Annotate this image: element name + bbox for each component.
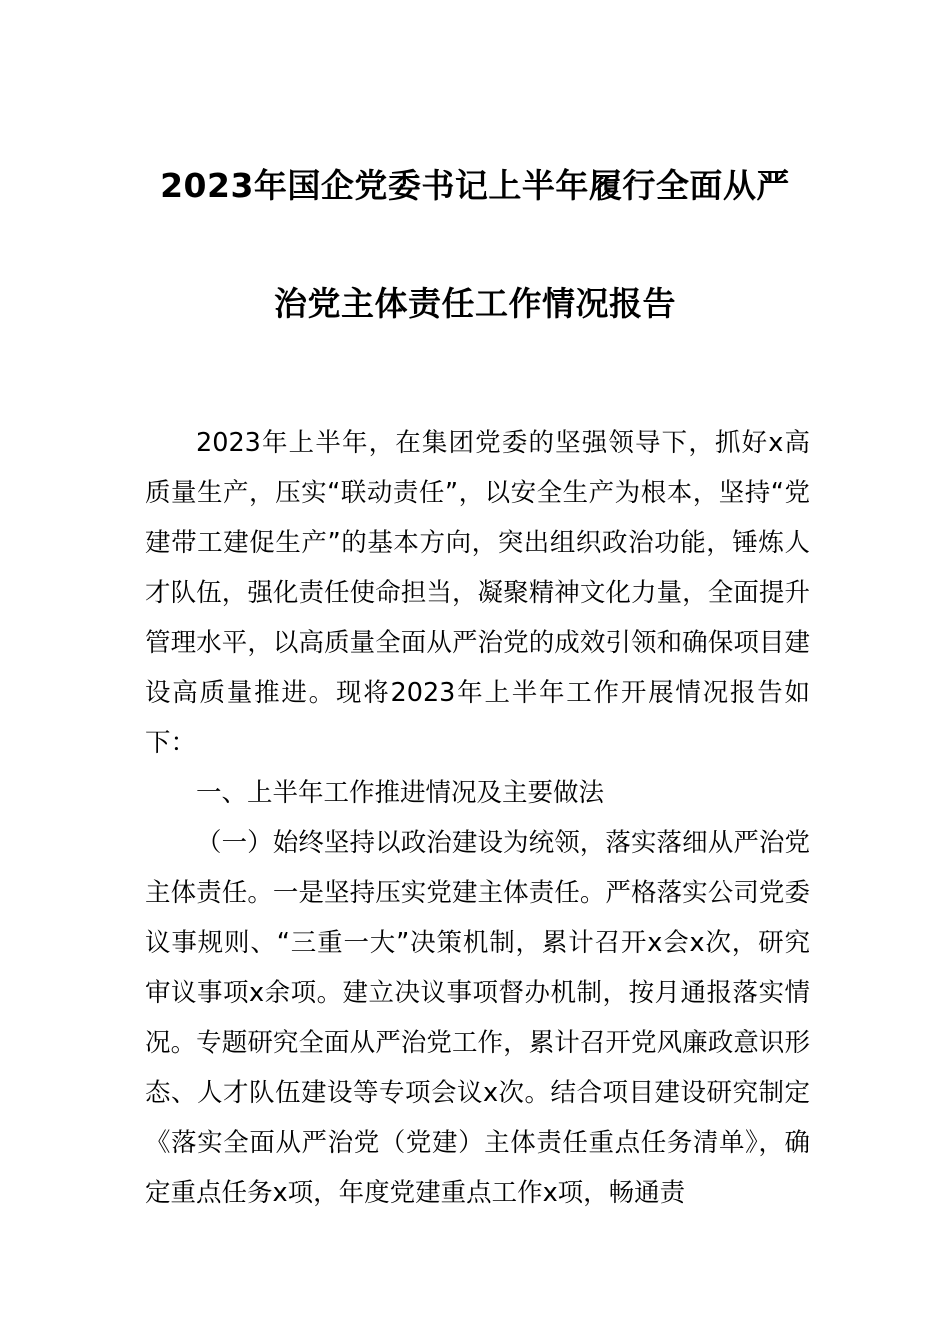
document-body: [145, 418, 810, 1218]
subsection-paragraph: （一）始终坚持以政治建设为统领，落实落细从严治党主体责任。一是坚持压实党建主体责任。严格落实公司党委议事规则、“三重一大”决策机制，累计召开x会x次，研究审议事项x余项。建立决议事项督办机制，按月通报落实情况。专题研究全面从严治党工作，累计召开党风廉政意识形态、人才队伍建设等专项会议x次。结合项目建设研究制定《落实全面从严治党（党建）主体责任重点任务清单》，确定重点任务x项，年度党建重点工作x项，畅通责: [145, 828, 810, 1208]
document-title-line-2: 治党主体责任工作情况报告: [274, 284, 676, 323]
section-heading: 一、上半年工作推进情况及主要做法: [196, 778, 605, 808]
document-title-line-1: 2023年国企党委书记上半年履行全面从严: [160, 166, 790, 205]
intro-paragraph: 2023年上半年，在集团党委的坚强领导下，抓好x高质量生产，压实“联动责任”，以安全生产为根本，坚持“党建带工建促生产”的基本方向，突出组织政治功能，锤炼人才队伍，强化责任使命担当，凝聚精神文化力量，全面提升管理水平，以高质量全面从严治党的成效引领和确保项目建设高质量推进。现将2023年上半年工作开展情况报告如下：: [145, 428, 810, 758]
